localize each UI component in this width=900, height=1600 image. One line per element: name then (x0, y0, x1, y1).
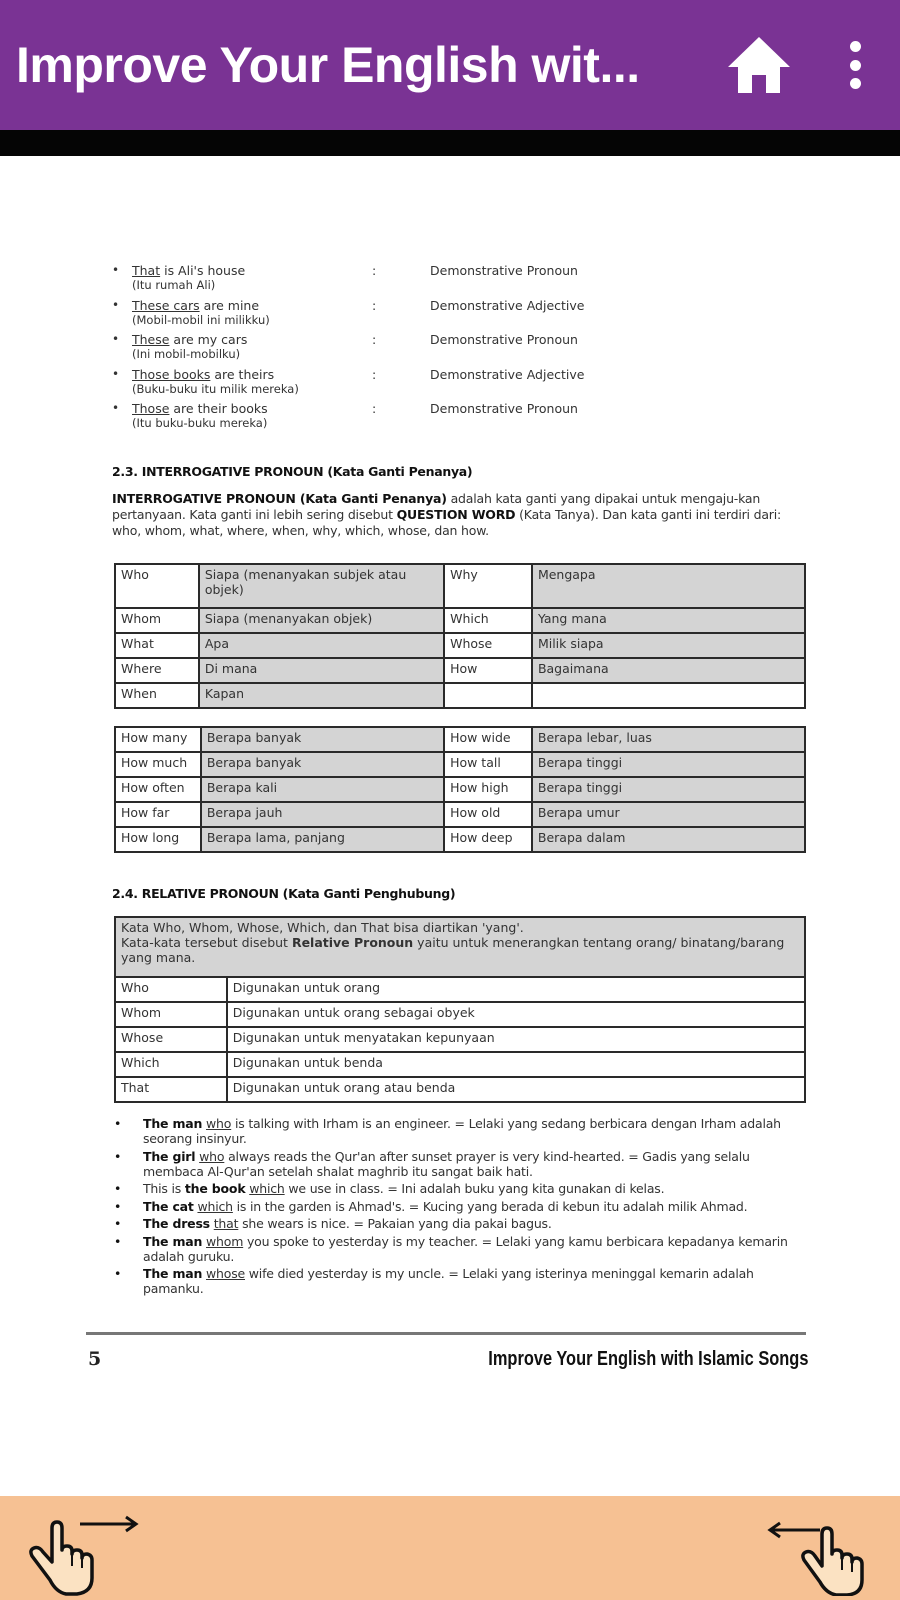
app-bar (0, 0, 900, 130)
page-navigation-bar (0, 1496, 900, 1600)
list-item: • These are my cars (Ini mobil-mobilku) : Demonstrative Pronoun (112, 332, 578, 361)
table-row: Who Siapa (menanyakan subjek atau objek) Why Mengapa (115, 564, 805, 608)
list-item: • That is Ali's house (Itu rumah Ali) : Demonstrative Pronoun (112, 263, 578, 292)
book-title-footer: Improve Your English with Islamic Songs (487, 1348, 808, 1370)
list-item: • These cars are mine (Mobil-mobil ini milikku) : Demonstrative Adjective (112, 297, 585, 327)
bullet-icon: • (114, 1216, 122, 1231)
bullet-icon: • (112, 297, 120, 312)
table-row (115, 917, 805, 977)
bullet-icon: • (114, 1198, 122, 1214)
previous-page-button[interactable] (750, 1504, 880, 1596)
table-row: What Apa Whose Milik siapa (115, 633, 805, 658)
footer-divider (86, 1332, 806, 1335)
table-row: How much Berapa banyak How tall Berapa tinggi (115, 752, 805, 777)
next-page-button[interactable] (22, 1504, 152, 1596)
document-page[interactable] (0, 156, 900, 1496)
table-row: Whom Siapa (menanyakan objek) Which Yang mana (115, 608, 805, 633)
app-title: Improve Your English wit... (16, 37, 640, 93)
list-item: • Those are their books (Itu buku-buku mereka) : Demonstrative Pronoun (112, 401, 578, 430)
bullet-icon: • (112, 263, 120, 277)
table-row: Which Digunakan untuk benda (115, 1052, 805, 1077)
swipe-right-hand-icon (22, 1504, 152, 1596)
list-item: • The girl who always reads the Qur'an after sunset prayer is very kind-hearted. = Gadis yang selalu membaca Al-Qur'an setelah shalat maghrib itu sangat baik hati. (114, 1148, 750, 1179)
list-item: • The man whose wife died yesterday is my uncle. = Lelaki yang isterinya meninggal kemarin adalah pamanku. (114, 1266, 754, 1296)
home-button[interactable] (722, 28, 796, 102)
interrogative-table-2 (114, 726, 806, 853)
bullet-icon: • (114, 1266, 122, 1281)
table-row: How far Berapa jauh How old Berapa umur (115, 802, 805, 827)
bullet-icon: • (112, 401, 120, 415)
more-vert-icon (850, 41, 861, 52)
bullet-icon: • (112, 332, 120, 346)
relative-pronoun-table (114, 916, 806, 1103)
overflow-menu-button[interactable] (840, 35, 870, 95)
table-row: Who Digunakan untuk orang (115, 977, 805, 1002)
list-item: • This is the book which we use in class. = Ini adalah buku yang kita gunakan di kelas. (114, 1181, 665, 1196)
relative-intro-cell: Kata Who, Whom, Whose, Which, dan That bisa diartikan 'yang'. Kata-kata tersebut disebut Relative Pronoun yaitu untuk menerangkan tentang orang/ binatang/barang yang mana. (115, 917, 805, 977)
list-item: • The cat which is in the garden is Ahmad's. = Kucing yang berada di kebun itu adalah milik Ahmad. (114, 1198, 748, 1214)
interrogative-paragraph: INTERROGATIVE PRONOUN (Kata Ganti Penanya) adalah kata ganti yang dipakai untuk mengaju-kan pertanyaan. Kata ganti ini lebih sering disebut QUESTION WORD (Kata Tanya). Dan kata ganti ini terdiri dari: who, whom, what, where, when, why, which, whose, dan how. (112, 491, 782, 538)
interrogative-table-1 (114, 563, 806, 709)
section-heading-relative: 2.4. RELATIVE PRONOUN (Kata Ganti Penghubung) (112, 886, 456, 901)
table-row: Where Di mana How Bagaimana (115, 658, 805, 683)
list-item: • The dress that she wears is nice. = Pakaian yang dia pakai bagus. (114, 1216, 552, 1231)
table-row: How many Berapa banyak How wide Berapa lebar, luas (115, 727, 805, 752)
table-row: Whom Digunakan untuk orang sebagai obyek (115, 1002, 805, 1027)
table-row: How often Berapa kali How high Berapa tinggi (115, 777, 805, 802)
bullet-icon: • (112, 366, 120, 381)
section-heading-interrogative: 2.3. INTERROGATIVE PRONOUN (Kata Ganti Penanya) (112, 464, 473, 479)
list-item: • Those books are theirs (Buku-buku itu milik mereka) : Demonstrative Adjective (112, 366, 585, 396)
table-row: Whose Digunakan untuk menyatakan kepunyaan (115, 1027, 805, 1052)
bullet-icon: • (114, 1181, 122, 1196)
relative-examples (112, 1116, 802, 1299)
page-number: 5 (88, 1348, 102, 1370)
demonstrative-examples (112, 263, 632, 436)
swipe-left-hand-icon (750, 1504, 880, 1596)
list-item: • The man whom you spoke to yesterday is my teacher. = Lelaki yang kamu berbicara kepadanya kemarin adalah guruku. (114, 1233, 788, 1264)
table-row: When Kapan (115, 683, 805, 708)
toolbar-shadow-bar (0, 130, 900, 156)
home-icon (726, 35, 792, 95)
bullet-icon: • (114, 1116, 122, 1131)
table-row: That Digunakan untuk orang atau benda (115, 1077, 805, 1102)
bullet-icon: • (114, 1233, 122, 1249)
list-item: • The man who is talking with Irham is an engineer. = Lelaki yang sedang berbicara dengan Irham adalah seorang insinyur. (114, 1116, 781, 1146)
bullet-icon: • (114, 1148, 122, 1164)
table-row: How long Berapa lama, panjang How deep Berapa dalam (115, 827, 805, 852)
